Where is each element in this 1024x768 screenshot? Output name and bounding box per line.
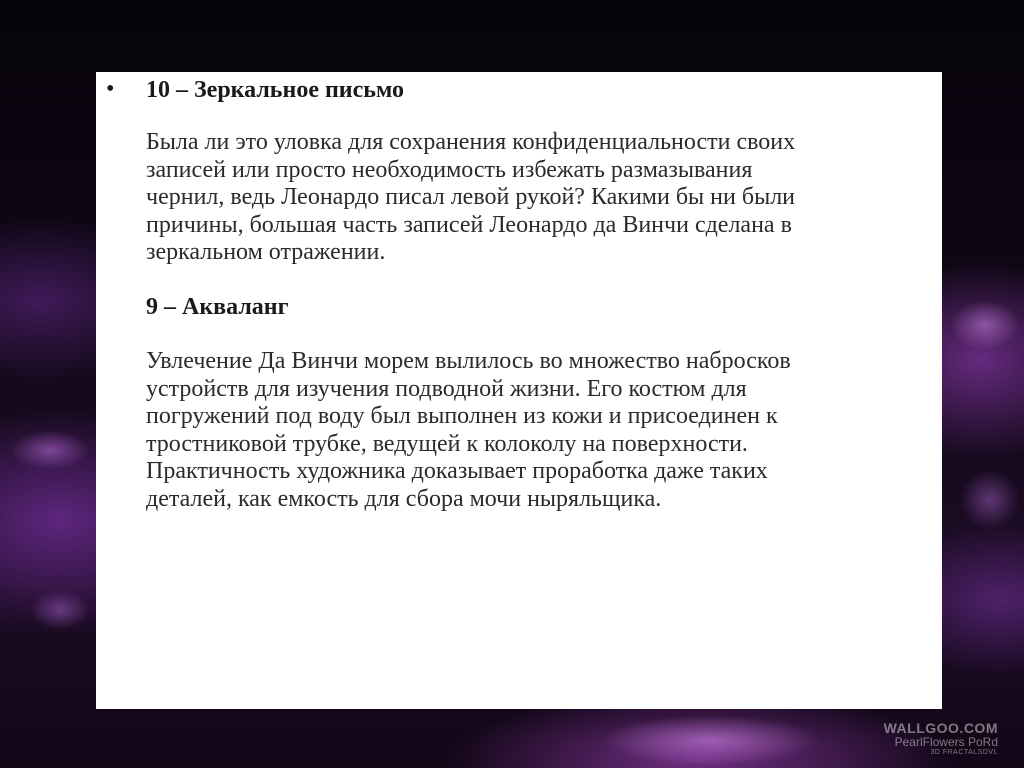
paragraph-line: зеркальном отражении. bbox=[146, 239, 386, 265]
background-flower-glow bbox=[960, 470, 1020, 530]
section-heading-aqualung: 9 – Акваланг bbox=[146, 294, 289, 320]
background-flower-glow bbox=[600, 715, 820, 765]
watermark-subtitle: 3D FRACTALSDVL bbox=[930, 748, 998, 756]
bullet-marker: • bbox=[106, 76, 115, 102]
watermark-title: PearlFlowers PoRd bbox=[894, 735, 998, 750]
paragraph-line: устройств для изучения подводной жизни. Его костюм для bbox=[146, 375, 747, 402]
paragraph-line: записей или просто необходимость избежать размазывания bbox=[146, 156, 753, 183]
background-flower-glow bbox=[950, 300, 1020, 350]
paragraph-line: Была ли это уловка для сохранения конфиденциальности своих bbox=[146, 129, 796, 155]
section-paragraph-mirror-writing bbox=[146, 129, 936, 267]
paragraph-line: деталей, как емкость для сбора мочи ныряльщика. bbox=[146, 485, 662, 512]
slide-text-panel bbox=[96, 72, 942, 709]
paragraph-line: Увлечение Да Винчи морем вылилось во множество набросков bbox=[146, 348, 791, 374]
paragraph-line: тростниковой трубке, ведущей к колоколу на поверхности. bbox=[146, 430, 748, 457]
background-flower-glow bbox=[10, 430, 90, 470]
section-paragraph-aqualung bbox=[146, 348, 936, 513]
paragraph-line: причины, большая часть записей Леонардо да Винчи сделана в bbox=[146, 211, 792, 238]
paragraph-line: Практичность художника доказывает проработка даже таких bbox=[146, 458, 768, 484]
wallpaper-watermark bbox=[884, 721, 998, 756]
background-flower-glow bbox=[30, 590, 90, 630]
paragraph-line: чернил, ведь Леонардо писал левой рукой? Какими бы ни были bbox=[146, 184, 796, 210]
section-heading-mirror-writing: 10 – Зеркальное письмо bbox=[146, 77, 405, 103]
paragraph-line: погружений под воду был выполнен из кожи и присоединен к bbox=[146, 403, 778, 429]
watermark-site: WALLGOO.COM bbox=[883, 720, 998, 737]
